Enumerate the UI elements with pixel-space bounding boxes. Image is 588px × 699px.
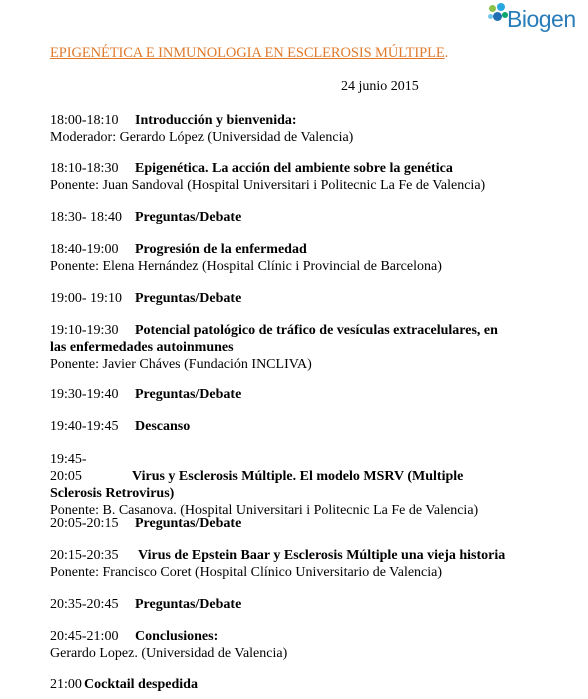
schedule-time: 19:00- 19:10	[50, 291, 122, 306]
schedule-speaker: Ponente: Francisco Coret (Hospital Clínico Universitario de Valencia)	[50, 565, 443, 580]
schedule-time: 18:40-19:00	[50, 242, 119, 257]
schedule-item	[50, 322, 516, 373]
biogen-logo	[487, 3, 583, 33]
schedule-topic: Potencial patológico de tráfico de vesículas extracelulares, en las enfermedades autoinmunes	[50, 323, 498, 355]
schedule-time: 20:35-20:45	[50, 597, 119, 612]
schedule-topic: Preguntas/Debate	[135, 291, 242, 306]
logo-text: Biogen	[507, 6, 576, 32]
schedule-item	[50, 112, 353, 146]
event-date: 24 junio 2015	[341, 79, 419, 94]
schedule-item	[50, 418, 190, 435]
schedule-item	[50, 547, 505, 581]
schedule-time: 21:00	[50, 677, 82, 692]
schedule-time: 19:40-19:45	[50, 419, 119, 434]
schedule-item	[50, 628, 287, 662]
schedule-time: 18:00-18:10	[50, 113, 119, 128]
schedule-item	[50, 209, 241, 226]
schedule-item	[50, 596, 241, 613]
schedule-topic: Virus de Epstein Baar y Esclerosis Múltiple una vieja historia	[138, 548, 506, 563]
schedule-speaker: Ponente: B. Casanova. (Hospital Universitari i Politecnic La Fe de Valencia)	[50, 503, 479, 518]
schedule-item	[50, 515, 241, 532]
schedule-topic: Introducción y bienvenida:	[135, 113, 297, 128]
document-title: EPIGENÉTICA E INMUNOLOGIA EN ESCLEROSIS MÚLTIPLE.	[50, 45, 449, 61]
schedule-item	[50, 160, 485, 194]
schedule-time: 19:10-19:30	[50, 323, 119, 338]
schedule-time: 20:45-21:00	[50, 629, 119, 644]
schedule-speaker: Ponente: Juan Sandoval (Hospital Universitari i Politecnic La Fe de Valencia)	[50, 178, 486, 193]
schedule-speaker: Ponente: Elena Hernández (Hospital Clínic i Provincial de Barcelona)	[50, 259, 442, 274]
schedule-time: 18:30- 18:40	[50, 210, 122, 225]
schedule-topic: Preguntas/Debate	[135, 210, 242, 225]
schedule-time: 18:10-18:30	[50, 161, 119, 176]
schedule-topic: Virus y Esclerosis Múltiple. El modelo MSRV (Multiple Sclerosis Retrovirus)	[50, 469, 464, 501]
schedule-item	[50, 451, 518, 519]
schedule-item	[50, 241, 442, 275]
schedule-speaker: Gerardo Lopez. (Universidad de Valencia)	[50, 646, 288, 661]
schedule-time: 19:45- 20:05	[50, 452, 87, 484]
schedule-time: 20:15-20:35	[50, 548, 119, 563]
schedule-item	[50, 290, 241, 307]
schedule-topic: Preguntas/Debate	[135, 387, 242, 402]
schedule-time: 19:30-19:40	[50, 387, 119, 402]
schedule-speaker: Moderador: Gerardo López (Universidad de Valencia)	[50, 130, 354, 145]
schedule-topic: Conclusiones:	[135, 629, 219, 644]
schedule-topic: Cocktail despedida	[84, 677, 198, 692]
schedule-topic: Preguntas/Debate	[135, 597, 242, 612]
schedule-time: 20:05-20:15	[50, 516, 119, 531]
schedule-topic: Descanso	[135, 419, 191, 434]
schedule-topic: Progresión de la enfermedad	[135, 242, 307, 257]
schedule-item	[50, 386, 241, 403]
schedule-topic: Preguntas/Debate	[135, 516, 242, 531]
schedule-speaker: Ponente: Javier Cháves (Fundación INCLIVA)	[50, 357, 312, 372]
logo-dots-icon	[487, 3, 509, 27]
schedule-topic: Epigenética. La acción del ambiente sobre la genética	[135, 161, 453, 176]
schedule-item	[50, 676, 198, 693]
